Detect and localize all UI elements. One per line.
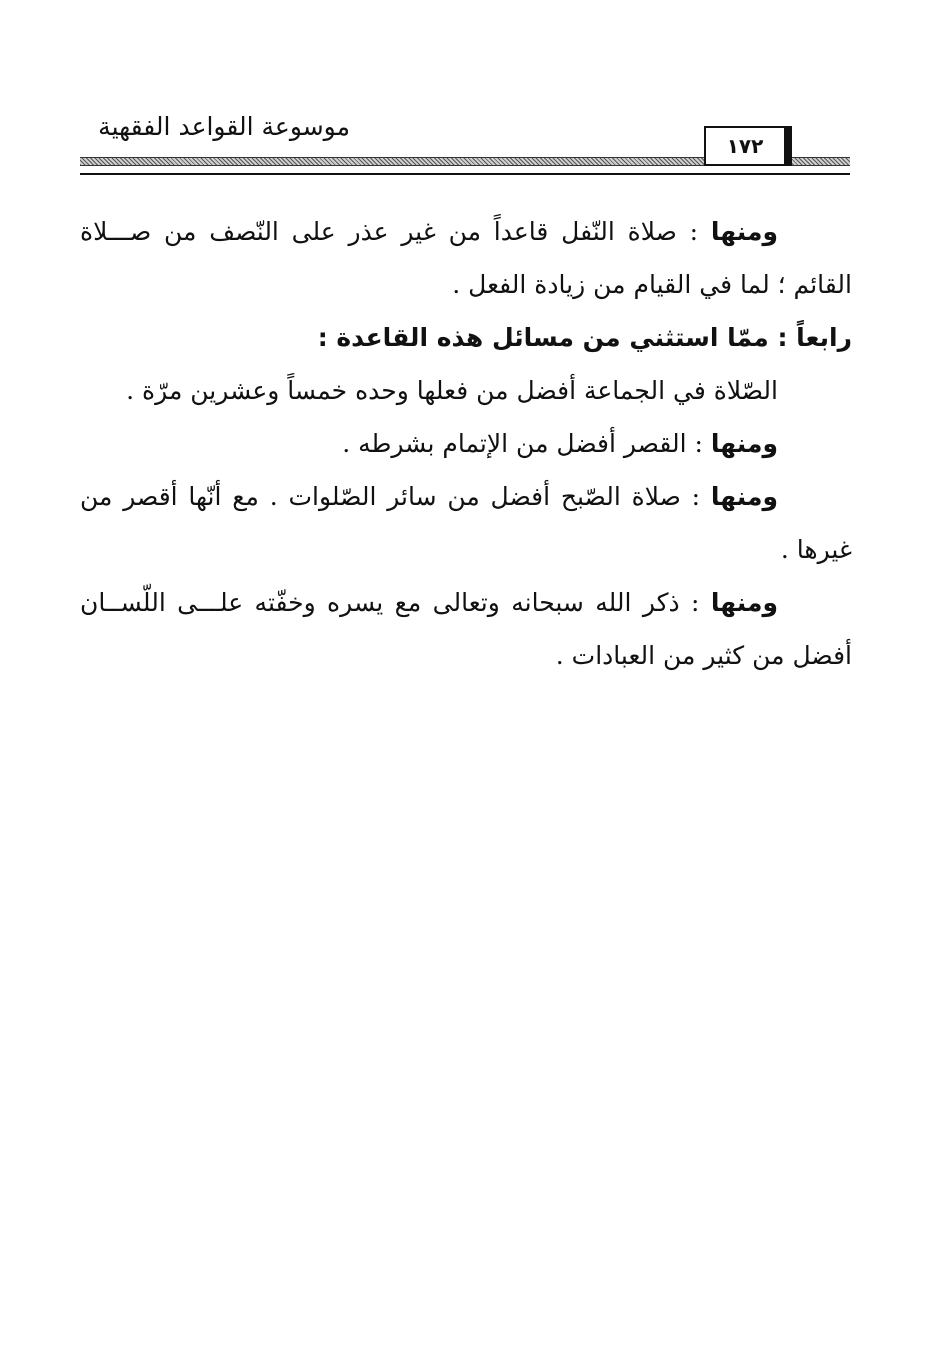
section-heading: رابعاً : ممّا استثني من مسائل هذه القاعدة : xyxy=(317,323,852,352)
paragraph-4-key: ومنها xyxy=(710,482,778,511)
page-number-box xyxy=(704,126,792,166)
paragraph-1-key: ومنها xyxy=(710,217,778,246)
paragraph-1-text: : صلاة النّفل قاعداً من غير عذر على النّصف من صـــلاة القائم ؛ لما في القيام من زيادة الفعل . xyxy=(80,217,852,299)
paragraph-5-text: : ذكر الله سبحانه وتعالى مع يسره وخفّته علـــى اللّســان أفضل من كثير من العبادات . xyxy=(80,588,852,670)
header-thin-rule xyxy=(80,173,850,175)
paragraph-4 xyxy=(80,470,852,576)
paragraph-5-key: ومنها xyxy=(710,588,778,617)
paragraph-2: الصّلاة في الجماعة أفضل من فعلها وحده خمساً وعشرين مرّة . xyxy=(126,376,778,405)
page-number: ١٧٢ xyxy=(726,134,764,158)
page-body xyxy=(80,205,852,682)
paragraph-3-key: ومنها xyxy=(710,429,778,458)
paragraph-1 xyxy=(80,205,852,311)
paragraph-5 xyxy=(80,576,852,682)
paragraph-3-text: : القصر أفضل من الإتمام بشرطه . xyxy=(342,429,711,458)
paragraph-3 xyxy=(80,417,852,470)
paragraph-4-text: : صلاة الصّبح أفضل من سائر الصّلوات . مع أنّها أقصر من غيرها . xyxy=(80,482,852,564)
book-title: موسوعة القواعد الفقهية xyxy=(98,112,350,141)
page-header xyxy=(80,112,850,182)
